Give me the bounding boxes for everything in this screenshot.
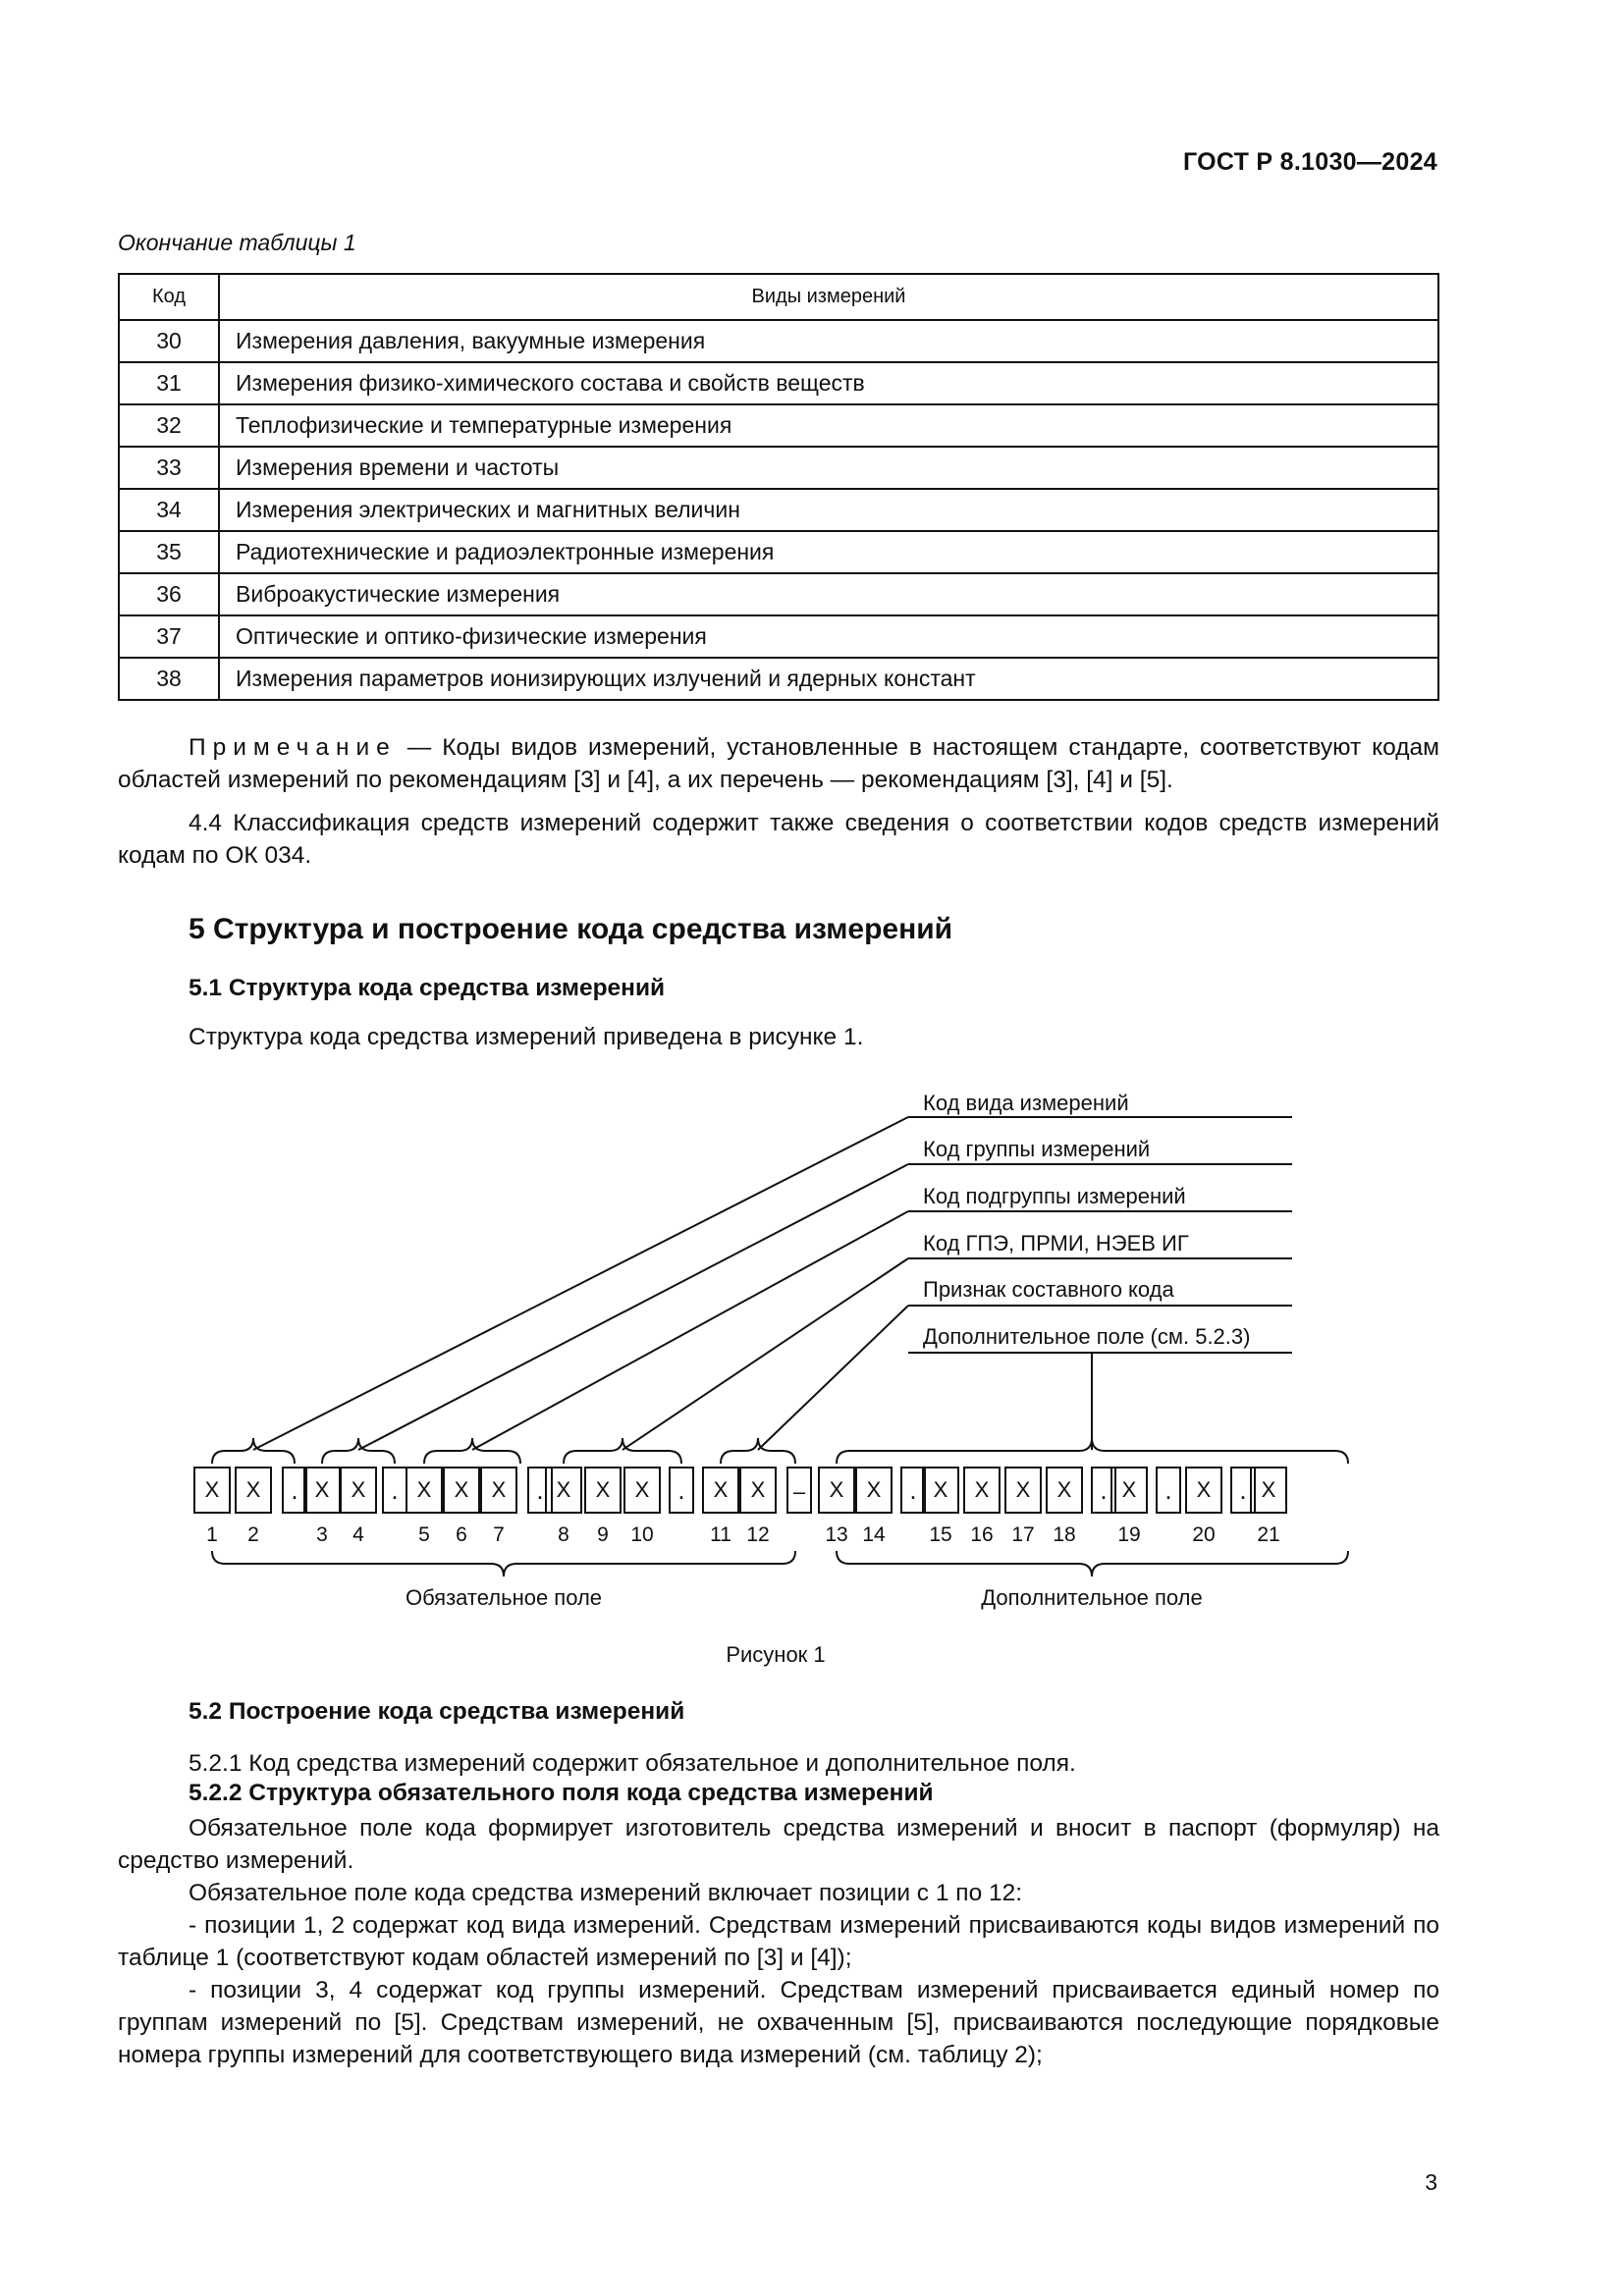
note-text: — Коды видов измерений, установленные в настоящем стандарте, соответствуют кодам областей измерений по рекомендациям [3] и [4], а их перечень — рекомендациям [3], [4] и [5]. — [118, 734, 1439, 793]
row-name: Измерения давления, вакуумные измерения — [219, 320, 1438, 362]
standard-number: ГОСТ Р 8.1030—2024 — [1182, 148, 1437, 176]
code-cell-mark: Х — [1261, 1477, 1276, 1502]
dot-separator: . — [1100, 1475, 1108, 1505]
position-number: 15 — [929, 1523, 952, 1546]
brace-positions-3-4 — [322, 1438, 395, 1464]
position-number: 19 — [1117, 1523, 1141, 1546]
table-row — [119, 489, 1438, 531]
table-row — [119, 573, 1438, 615]
brace-additional-group — [837, 1438, 1348, 1464]
mandatory-field-label: Обязательное поле — [405, 1585, 603, 1610]
position-number: 7 — [493, 1523, 505, 1546]
dot-separator: . — [291, 1475, 298, 1505]
note-label: Примечание — [189, 734, 397, 761]
position-number: 5 — [418, 1523, 430, 1546]
code-cell-mark: Х — [829, 1477, 844, 1502]
code-cell-mark: Х — [750, 1477, 766, 1502]
position-number: 3 — [316, 1523, 328, 1546]
additional-field-label: Дополнительное поле — [981, 1585, 1203, 1610]
label-composite-sign: Признак составного кода — [923, 1277, 1174, 1302]
bullet-positions-1-2-text: - позиции 1, 2 содержат код вида измерений. Средствам измерений присваиваются коды видов измерений по таблице 1 (соответствуют кодам областей измерений по [3] и [4]); — [118, 1912, 1439, 1971]
position-number: 10 — [630, 1523, 654, 1546]
position-number: 14 — [862, 1523, 886, 1546]
leader-line — [358, 1164, 908, 1450]
table-row — [119, 658, 1438, 700]
code-cell-mark: Х — [933, 1477, 948, 1502]
dot-separator: . — [1164, 1475, 1172, 1505]
paragraph-5-2-2-text-1-content: Обязательное поле кода формирует изготовитель средства измерений и вносит в паспорт (формуляр) на средство измерений. — [118, 1815, 1439, 1874]
paragraph-4-4 — [118, 807, 1439, 872]
label-additional-field-ref: Дополнительное поле (см. 5.2.3) — [923, 1324, 1251, 1349]
table-row — [119, 615, 1438, 658]
row-name: Радиотехнические и радиоэлектронные измерения — [219, 531, 1438, 573]
table-caption: Окончание таблицы 1 — [118, 230, 356, 255]
row-name: Измерения физико-химического состава и свойств веществ — [219, 362, 1438, 404]
row-code: 32 — [119, 404, 219, 447]
column-header-types: Виды измерений — [219, 274, 1438, 320]
bullet-positions-1-2 — [118, 1909, 1439, 1974]
label-measurement-type: Код вида измерений — [923, 1091, 1129, 1115]
bullet-positions-3-4 — [118, 1974, 1439, 2071]
position-number: 16 — [970, 1523, 994, 1546]
measurement-types-table — [118, 273, 1439, 701]
table-row — [119, 320, 1438, 362]
leader-line — [623, 1258, 908, 1450]
label-measurement-group: Код группы измерений — [923, 1137, 1151, 1161]
row-name: Измерения времени и частоты — [219, 447, 1438, 489]
position-number: 8 — [558, 1523, 569, 1546]
paragraph-5-2-2-text-2: Обязательное поле кода средства измерений включает позиции с 1 по 12: — [189, 1880, 1023, 1906]
position-number: 6 — [456, 1523, 467, 1546]
code-cell-mark: Х — [351, 1477, 366, 1502]
table-row — [119, 404, 1438, 447]
code-cell-mark: Х — [1015, 1477, 1031, 1502]
code-structure-figure — [0, 1070, 1624, 1639]
paragraph-5-2-2-text-1 — [118, 1812, 1439, 1877]
code-cell-mark: Х — [866, 1477, 882, 1502]
brace-positions-8-10 — [564, 1438, 681, 1464]
brace-positions-1-2 — [212, 1438, 295, 1464]
position-number: 18 — [1053, 1523, 1076, 1546]
dot-separator: . — [909, 1475, 917, 1505]
row-code: 36 — [119, 573, 219, 615]
row-name: Оптические и оптико-физические измерения — [219, 615, 1438, 658]
brace-additional-field — [837, 1551, 1348, 1576]
code-cell-mark: Х — [204, 1477, 220, 1502]
code-cell-mark: Х — [634, 1477, 650, 1502]
section-5-1-text: Структура кода средства измерений приведена в рисунке 1. — [189, 1024, 864, 1050]
row-code: 31 — [119, 362, 219, 404]
table-row — [119, 531, 1438, 573]
brace-mandatory-field — [212, 1551, 795, 1576]
position-number: 11 — [710, 1523, 731, 1546]
row-code: 37 — [119, 615, 219, 658]
section-5-1-title: 5.1 Структура кода средства измерений — [189, 975, 666, 1001]
position-number: 4 — [352, 1523, 364, 1546]
row-code: 38 — [119, 658, 219, 700]
dot-separator: . — [391, 1475, 399, 1505]
code-cell-mark: Х — [974, 1477, 990, 1502]
position-number: 20 — [1192, 1523, 1216, 1546]
paragraph-5-2-1: 5.2.1 Код средства измерений содержит обязательное и дополнительное поля. — [189, 1750, 1076, 1777]
row-name: Измерения параметров ионизирующих излучений и ядерных констант — [219, 658, 1438, 700]
code-cell-mark: Х — [713, 1477, 729, 1502]
label-measurement-subgroup: Код подгруппы измерений — [923, 1184, 1186, 1208]
table-note — [118, 731, 1439, 796]
dash-separator: – — [792, 1479, 806, 1504]
table-row — [119, 447, 1438, 489]
code-cell-mark: Х — [1196, 1477, 1212, 1502]
dot-separator: . — [677, 1475, 685, 1505]
leader-line — [758, 1306, 908, 1450]
position-number: 13 — [825, 1523, 848, 1546]
code-cell-mark: Х — [314, 1477, 330, 1502]
brace-positions-5-7 — [424, 1438, 520, 1464]
code-cell-mark: Х — [1056, 1477, 1072, 1502]
row-code: 34 — [119, 489, 219, 531]
position-number: 12 — [746, 1523, 770, 1546]
code-cell-mark: Х — [245, 1477, 261, 1502]
row-code: 30 — [119, 320, 219, 362]
position-number: 2 — [247, 1523, 259, 1546]
row-name: Виброакустические измерения — [219, 573, 1438, 615]
row-name: Измерения электрических и магнитных величин — [219, 489, 1438, 531]
code-cell-mark: Х — [416, 1477, 432, 1502]
leader-line — [472, 1211, 908, 1450]
code-cell-mark: Х — [454, 1477, 469, 1502]
code-cell-mark: Х — [1121, 1477, 1137, 1502]
brace-positions-11-12 — [721, 1438, 795, 1464]
column-header-code: Код — [119, 274, 219, 320]
section-5-2-title: 5.2 Построение кода средства измерений — [189, 1698, 685, 1725]
section-5-title: 5 Структура и построение кода средства измерений — [189, 913, 953, 945]
code-cell-mark: Х — [491, 1477, 507, 1502]
label-gpe-code: Код ГПЭ, ПРМИ, НЭЕВ ИГ — [923, 1231, 1189, 1255]
figure-caption: Рисунок 1 — [726, 1642, 826, 1667]
section-5-2-2-title: 5.2.2 Структура обязательного поля кода средства измерений — [189, 1780, 934, 1806]
dot-separator: . — [1239, 1475, 1247, 1505]
page-number: 3 — [1425, 2169, 1437, 2195]
paragraph-4-4-text: 4.4 Классификация средств измерений содержит также сведения о соответствии кодов средств измерений кодам по ОК 034. — [118, 810, 1439, 869]
row-code: 33 — [119, 447, 219, 489]
row-code: 35 — [119, 531, 219, 573]
position-number: 21 — [1257, 1523, 1280, 1546]
position-number: 1 — [206, 1523, 218, 1546]
dot-separator: . — [536, 1475, 544, 1505]
row-name: Теплофизические и температурные измерения — [219, 404, 1438, 447]
table-header-row — [119, 274, 1438, 320]
position-number: 17 — [1011, 1523, 1035, 1546]
table-row — [119, 362, 1438, 404]
code-cell-mark: Х — [595, 1477, 611, 1502]
code-cell-mark: Х — [556, 1477, 571, 1502]
bullet-positions-3-4-text: - позиции 3, 4 содержат код группы измерений. Средствам измерений присваивается единый номер по группам измерений по [5]. Средствам измерений, не охваченным [5], присваиваются последующие порядковые номера группы измерений для соответствующего вида измерений (см. таблицу 2); — [118, 1977, 1439, 2068]
position-number: 9 — [597, 1523, 609, 1546]
